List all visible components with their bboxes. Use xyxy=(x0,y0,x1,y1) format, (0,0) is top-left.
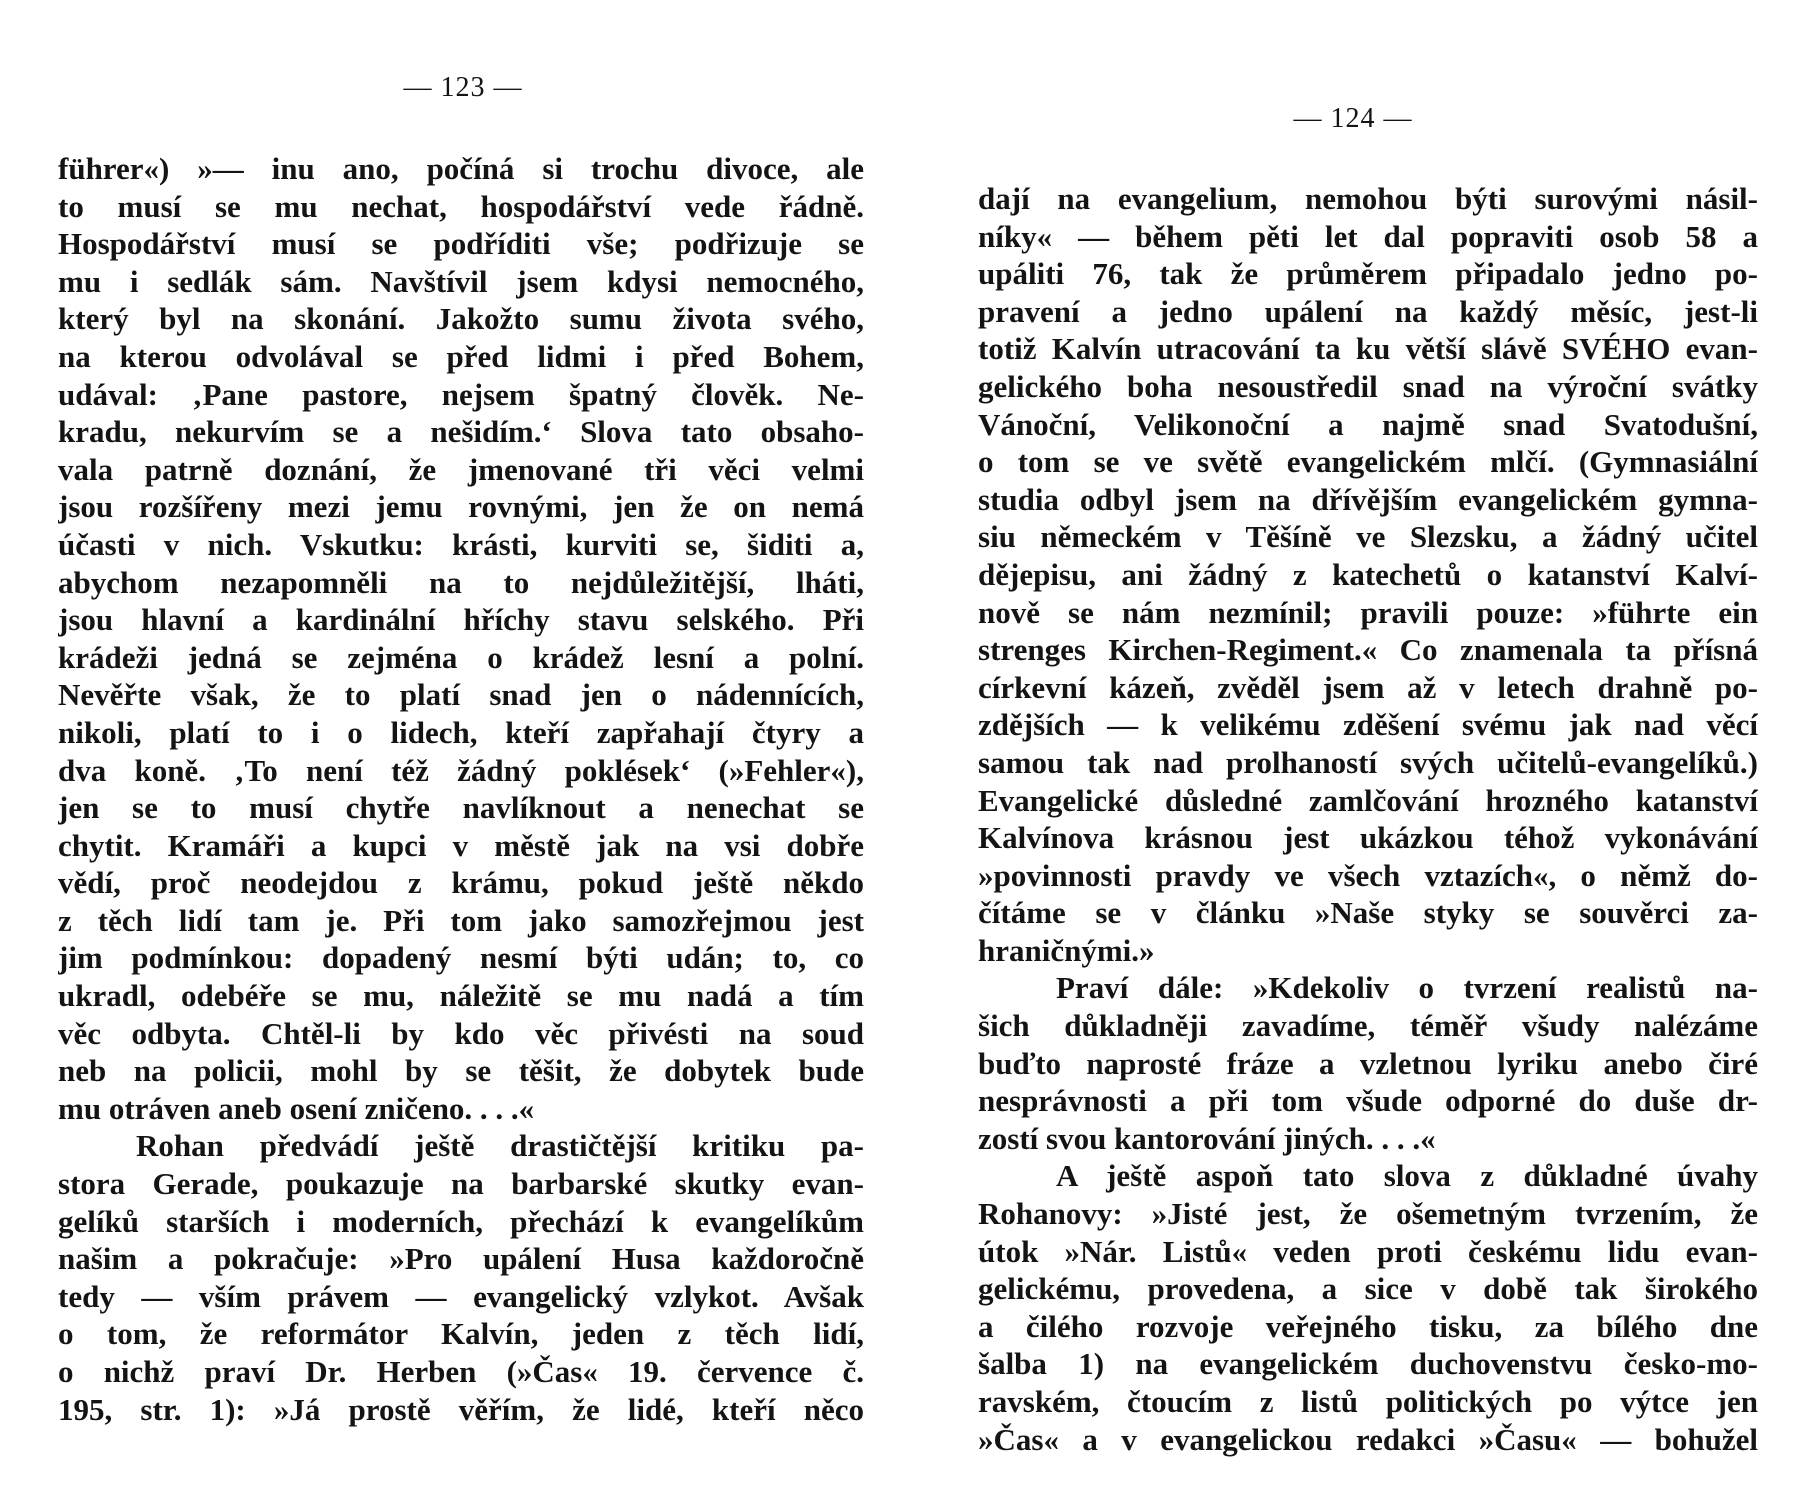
text-line: gelíků starších i moderních, přechází k evangelíkům xyxy=(58,1203,864,1239)
text-line: z těch lidí tam je. Při tom jako samozřejmou jest xyxy=(58,902,864,938)
text-line: jsou rozšířeny mezi jemu rovnými, jen že on nemá xyxy=(58,489,864,525)
text-line: ukradl, odebéře se mu, náležitě se mu nadá a tím xyxy=(58,978,864,1014)
text-line: dva koně. ‚To není též žádný poklések‘ (»Fehler«), xyxy=(58,752,864,788)
text-line: to musí se mu nechat, hospodářství vede řádně. xyxy=(58,188,864,224)
text-line: vala patrně doznání, že jmenované tři věci velmi xyxy=(58,451,864,487)
text-line: siu německém v Těšíně ve Slezsku, a žádný učitel xyxy=(978,519,1758,555)
text-line: útok »Nár. Listů« veden proti českému lidu evan- xyxy=(978,1233,1758,1269)
right-page-text xyxy=(978,180,1758,1458)
text-line: na kterou odvolával se před lidmi i před Bohem, xyxy=(58,338,864,374)
text-line: »povinnosti pravdy ve všech vztazích«, o němž do- xyxy=(978,857,1758,893)
text-line: nikoli, platí to i o lidech, kteří zapřahají čtyry a xyxy=(58,714,864,750)
left-page xyxy=(58,0,864,1500)
text-line: o tom se ve světě evangelickém mlčí. (Gymnasiální xyxy=(978,444,1758,480)
text-line: samou tak nad prolhaností svých učitelů-evangelíků.) xyxy=(978,744,1758,780)
left-page-text xyxy=(58,150,864,1428)
text-line: Hospodářství musí se podříditi vše; podřizuje se xyxy=(58,226,864,262)
text-line: jen se to musí chytře navlíknout a nenechat se xyxy=(58,790,864,826)
text-line: udával: ‚Pane pastore, nejsem špatný člověk. Ne- xyxy=(58,376,864,412)
text-line: pravení a jedno upálení na každý měsíc, jest-li xyxy=(978,293,1758,329)
right-page-number: — 124 — xyxy=(1293,103,1413,134)
text-line: o nichž praví Dr. Herben (»Čas« 19. července č. xyxy=(58,1354,864,1389)
text-line: vědí, proč neodejdou z krámu, pokud ještě někdo xyxy=(58,865,864,901)
text-line: šich důkladněji zavadíme, téměř všudy nalézáme xyxy=(978,1008,1758,1044)
text-line: gelického boha nesoustředil snad na výroční svátky xyxy=(978,368,1758,404)
text-line: totiž Kalvín utracování ta ku větší slávě SVÉHO evan- xyxy=(978,331,1758,367)
text-line: níky« — během pěti let dal popraviti osob 58 a xyxy=(978,218,1758,254)
text-line: nesprávnosti a při tom všude odporné do duše dr- xyxy=(978,1083,1758,1119)
text-line: gelickému, provedena, a sice v době tak širokého xyxy=(978,1271,1758,1307)
text-line: »Čas« a v evangelickou redakci »Času« — bohužel xyxy=(978,1421,1758,1457)
text-line: který byl na skonání. Jakožto sumu života svého, xyxy=(58,301,864,337)
text-line: zostí svou kantorování jiných. . . .« xyxy=(978,1120,1436,1156)
text-line: mu i sedlák sám. Navštívil jsem kdysi nemocného, xyxy=(58,263,864,299)
text-line: stora Gerade, poukazuje na barbarské skutky evan- xyxy=(58,1166,864,1202)
text-line: církevní kázeň, zvěděl jsem až v letech drahně po- xyxy=(978,669,1758,705)
text-line: A ještě aspoň tato slova z důkladné úvahy xyxy=(1056,1158,1758,1194)
text-line: chytit. Kramáři a kupci v městě jak na vsi dobře xyxy=(58,827,864,863)
text-line: šalba 1) na evangelickém duchovenstvu česko-mo- xyxy=(978,1346,1758,1382)
text-line: jim podmínkou: dopadený nesmí býti udán; to, co xyxy=(58,940,864,976)
text-line: Rohanovy: »Jisté jest, že ošemetným tvrzením, že xyxy=(978,1196,1758,1232)
text-line: abychom nezapomněli na to nejdůležitější, lháti, xyxy=(58,564,864,600)
text-line: neb na policii, mohl by se těšit, že dobytek bude xyxy=(58,1053,864,1089)
text-line: studia odbyl jsem na dřívějším evangelickém gymna- xyxy=(978,481,1758,517)
text-line: nově se nám nezmínil; pravili pouze: »führte ein xyxy=(978,594,1758,630)
text-line: krádeži jedná se zejména o krádež lesní a polní. xyxy=(58,639,864,675)
text-line: tedy — vším právem — evangelický vzlykot. Avšak xyxy=(58,1278,864,1314)
text-line: hraničnými.» xyxy=(978,932,1155,968)
text-line: dějepisu, ani žádný z katechetů o katanství Kalví- xyxy=(978,556,1758,592)
text-line: Praví dále: »Kdekoliv o tvrzení realistů na- xyxy=(1056,970,1758,1006)
right-page xyxy=(978,0,1758,1500)
text-line: našim a pokračuje: »Pro upálení Husa každoročně xyxy=(58,1241,864,1277)
text-line: Nevěřte však, že to platí snad jen o nádennících, xyxy=(58,677,864,713)
text-line: ravském, čtoucím z listů politických po výtce jen xyxy=(978,1384,1758,1419)
text-line: buďto naprosté fráze a vzletnou lyriku anebo čiré xyxy=(978,1045,1758,1081)
text-line: a čilého rozvoje veřejného tisku, za bílého dne xyxy=(978,1308,1758,1344)
text-line: strenges Kirchen-Regiment.« Co znamenala ta přísná xyxy=(978,632,1758,668)
text-line: upáliti 76, tak že průměrem připadalo jedno po- xyxy=(978,256,1758,292)
text-line: Evangelické důsledné zamlčování hrozného katanství xyxy=(978,782,1758,818)
text-line: Rohan předvádí ještě drastičtější kritiku pa- xyxy=(136,1128,864,1164)
text-line: věc odbyta. Chtěl-li by kdo věc přivésti na soud xyxy=(58,1015,864,1051)
text-line: Vánoční, Velikonoční a najmě snad Svatodušní, xyxy=(978,406,1758,442)
left-page-number: — 123 — xyxy=(403,72,523,103)
text-line: führer«) »— inu ano, počíná si trochu divoce, ale xyxy=(58,151,864,186)
text-line: dají na evangelium, nemohou býti surovými násil- xyxy=(978,181,1758,216)
text-line: mu otráven aneb osení zničeno. . . .« xyxy=(58,1090,535,1126)
text-line: zdějších — k velikému zděšení svému jak nad věcí xyxy=(978,707,1758,743)
text-line: Kalvínova krásnou jest ukázkou téhož vykonávání xyxy=(978,820,1758,856)
text-line: účasti v nich. Vskutku: krásti, kurviti se, šiditi a, xyxy=(58,526,864,562)
text-line: jsou hlavní a kardinální hříchy stavu selského. Při xyxy=(58,602,864,638)
text-line: čítáme se v článku »Naše styky se souvěrci za- xyxy=(978,895,1758,931)
text-line: 195, str. 1): »Já prostě věřím, že lidé, kteří něco xyxy=(58,1391,864,1427)
text-line: kradu, nekurvím se a nešidím.‘ Slova tato obsaho- xyxy=(58,414,864,450)
text-line: o tom, že reformátor Kalvín, jeden z těch lidí, xyxy=(58,1316,864,1352)
